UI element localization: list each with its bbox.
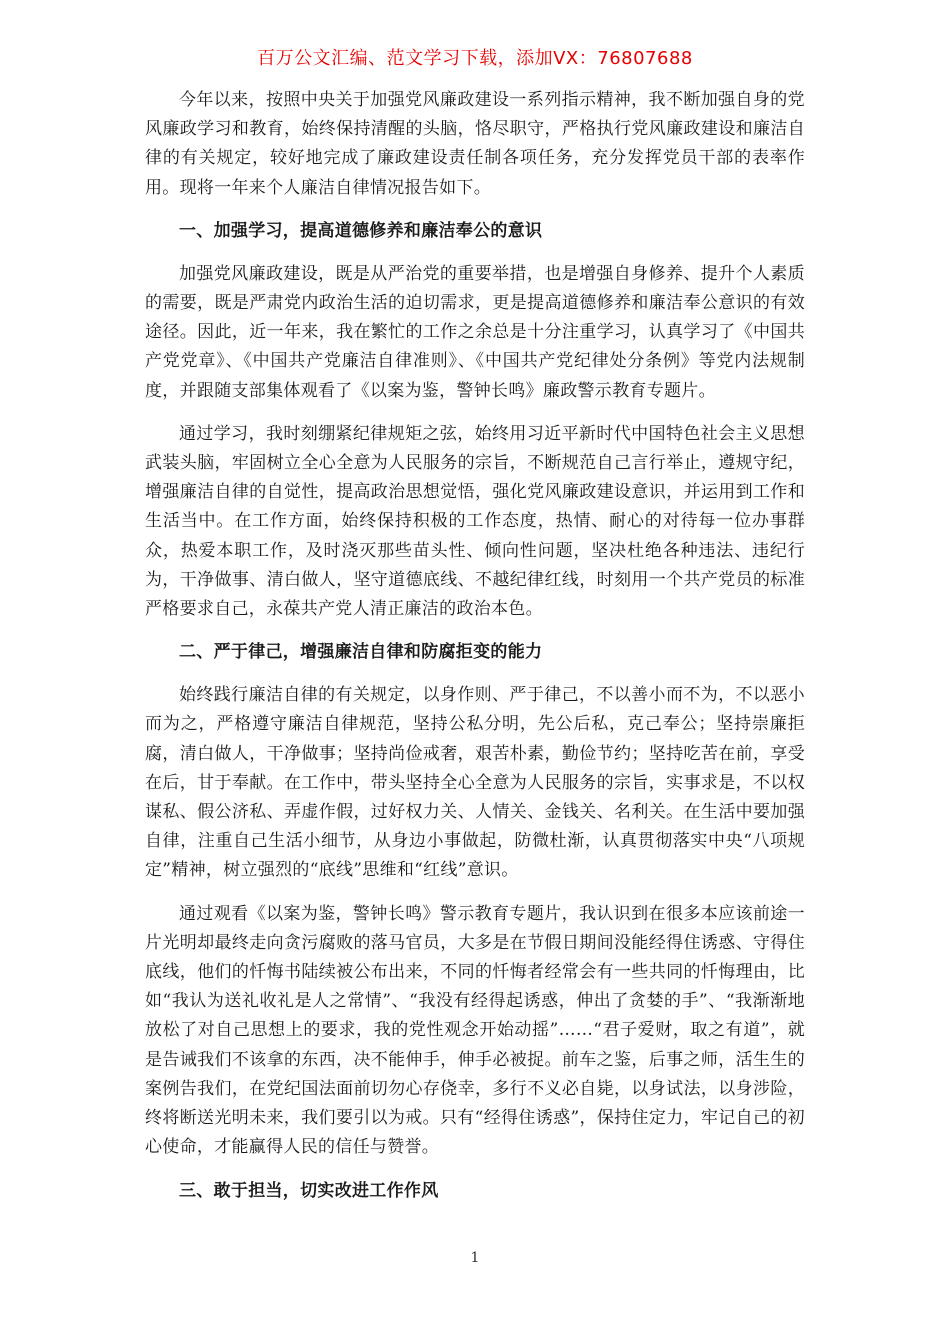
paragraph: 通过学习，我时刻绷紧纪律规矩之弦，始终用习近平新时代中国特色社会主义思想武装头脑，牢固树立全心全意为人民服务的宗旨，不断规范自己言行举止，遵规守纪，增强廉洁自律的自觉性，提高政治思想觉悟，强化党风廉政建设意识，并运用到工作和生活当中。在工作方面，始终保持积极的工作态度，热情、耐心的对待每一位办事群众，热爱本职工作，及时浇灭那些苗头性、倾向性问题，坚决杜绝各种违法、违纪行为，干净做事、清白做人，坚守道德底线、不越纪律红线，时刻用一个共产党员的标准严格要求自己，永葆共产党人清正廉洁的政治本色。 [145, 423, 805, 620]
paragraph: 通过观看《以案为鉴，警钟长鸣》警示教育专题片，我认识到在很多本应该前途一片光明却最终走向贪污腐败的落马官员，大多是在节假日期间没能经得住诱惑、守得住底线，他们的忏悔书陆续被公布出来，不同的忏悔者经常会有一些共同的忏悔理由，比如“我认为送礼收礼是人之常情”、“我没有经得起诱惑，伸出了贪婪的手”、“我渐渐地放松了对自己思想上的要求，我的党性观念开始动摇”……“君子爱财，取之有道”，就是告诫我们不该拿的东西，决不能伸手，伸手必被捉。前车之鉴，后事之师，活生生的案例告我们，在党纪国法面前切勿心存侥幸，多行不义必自毙，以身试法，以身涉险，终将断送光明未来，我们要引以为戒。只有“经得住诱惑”，保持住定力，牢记自己的初心使命，才能赢得人民的信任与赞誉。 [145, 903, 805, 1158]
intro-paragraph: 今年以来，按照中央关于加强党风廉政建设一系列指示精神，我不断加强自身的党风廉政学习和教育，始终保持清醒的头脑，恪尽职守，严格执行党风廉政建设和廉洁自律的有关规定，较好地完成了廉政建设责任制各项任务，充分发挥党员干部的表率作用。现将一年来个人廉洁自律情况报告如下。 [145, 90, 805, 198]
document-body [145, 86, 805, 1220]
paragraph: 加强党风廉政建设，既是从严治党的重要举措，也是增强自身修养、提升个人素质的需要，既是严肃党内政治生活的迫切需求，更是提高道德修养和廉洁奉公意识的有效途径。因此，近一年来，我在繁忙的工作之余总是十分注重学习，认真学习了《中国共产党党章》、《中国共产党廉洁自律准则》、《中国共产党纪律处分条例》等党内法规制度，并跟随支部集体观看了《以案为鉴，警钟长鸣》廉政警示教育专题片。 [145, 263, 805, 401]
section-heading-1: 一、加强学习，提高道德修养和廉洁奉公的意识 [179, 220, 543, 241]
paragraph: 始终践行廉洁自律的有关规定，以身作则、严于律己，不以善小而不为，不以恶小而为之，严格遵守廉洁自律规范，坚持公私分明，先公后私，克己奉公；坚持崇廉拒腐，清白做人，干净做事；坚持尚俭戒奢，艰苦朴素，勤俭节约；坚持吃苦在前，享受在后，甘于奉献。在工作中，带头坚持全心全意为人民服务的宗旨，实事求是，不以权谋私、假公济私、弄虚作假，过好权力关、人情关、金钱关、名利关。在生活中要加强自律，注重自己生活小细节，从身边小事做起，防微杜渐，认真贯彻落实中央“八项规定”精神，树立强烈的“底线”思维和“红线”意识。 [145, 685, 805, 881]
section-heading-2: 二、严于律己，增强廉洁自律和防腐拒变的能力 [179, 642, 543, 663]
page-number: 1 [470, 1250, 480, 1266]
section-heading-3: 三、敢于担当，切实改进工作作风 [179, 1180, 439, 1201]
promo-banner: 百万公文汇编、范文学习下载，添加VX：76807688 [257, 48, 693, 69]
